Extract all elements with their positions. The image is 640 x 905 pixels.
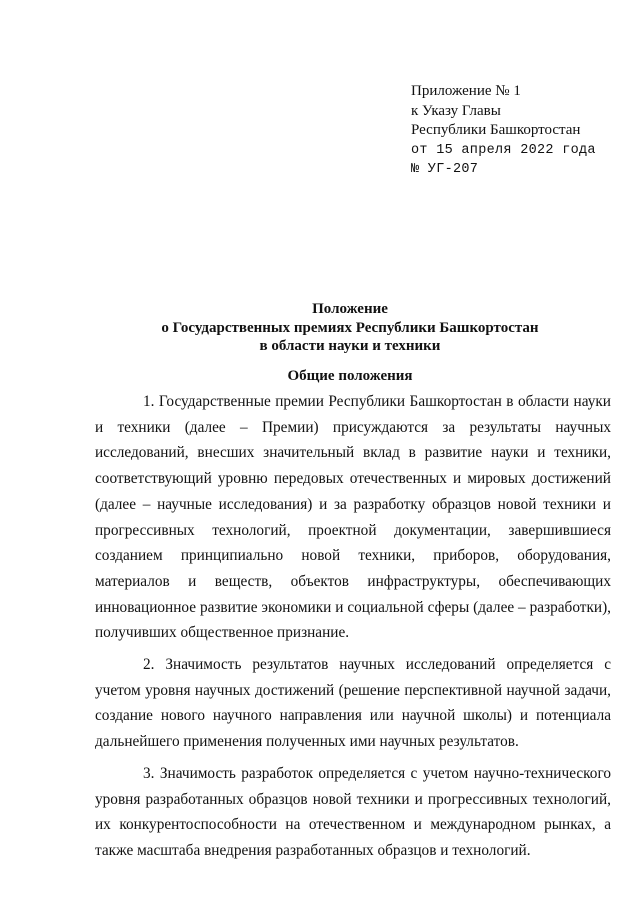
annex-decree-number: № УГ-207 [411, 162, 479, 177]
annex-number: Приложение № 1 [411, 83, 521, 99]
document-body [95, 389, 611, 870]
annex-stamp [411, 82, 596, 180]
paragraph-1: 1. Государственные премии Республики Башкортостан в области науки и техники (далее – Премии) присуждаются за результаты научных исследований, внесших значительный вклад в развитие науки и техники, соответствующий уровню передовых отечественных и мировых достижений (далее – научные исследования) и за разработку образцов новой техники и прогрессивных технологий, проектной документации, завершившиеся созданием принципиально новой техники, приборов, оборудования, материалов и веществ, объектов инфраструктуры, обеспечивающих инновационное развитие экономики и социальной сферы (далее – разработки), получивших общественное признание. [95, 393, 611, 642]
annex-date: от 15 апреля 2022 года [411, 142, 596, 158]
paragraph-3: 3. Значимость разработок определяется с учетом научно-технического уровня разработанных образцов новой техники и прогрессивных технологий, их конкурентоспособности на отечественном и международном рынках, а также масштаба внедрения разработанных образцов и технологий. [95, 764, 611, 859]
section-heading: Общие положения [287, 368, 413, 384]
paragraph-2: 2. Значимость результатов научных исследований определяется с учетом уровня научных достижений (решение перспективной научной задачи, создание нового научного направления или научной школы) и потенциала дальнейшего применения полученных ими научных результатов. [95, 656, 611, 751]
title-line-2: о Государственных премиях Республики Башкортостан [161, 319, 539, 336]
annex-decree-ref: к Указу Главы [411, 102, 501, 119]
annex-republic: Республики Башкортостан [411, 122, 581, 138]
title-line-1: Положение [312, 301, 388, 317]
document-title [90, 300, 610, 356]
title-line-3: в области науки и техники [259, 338, 441, 354]
